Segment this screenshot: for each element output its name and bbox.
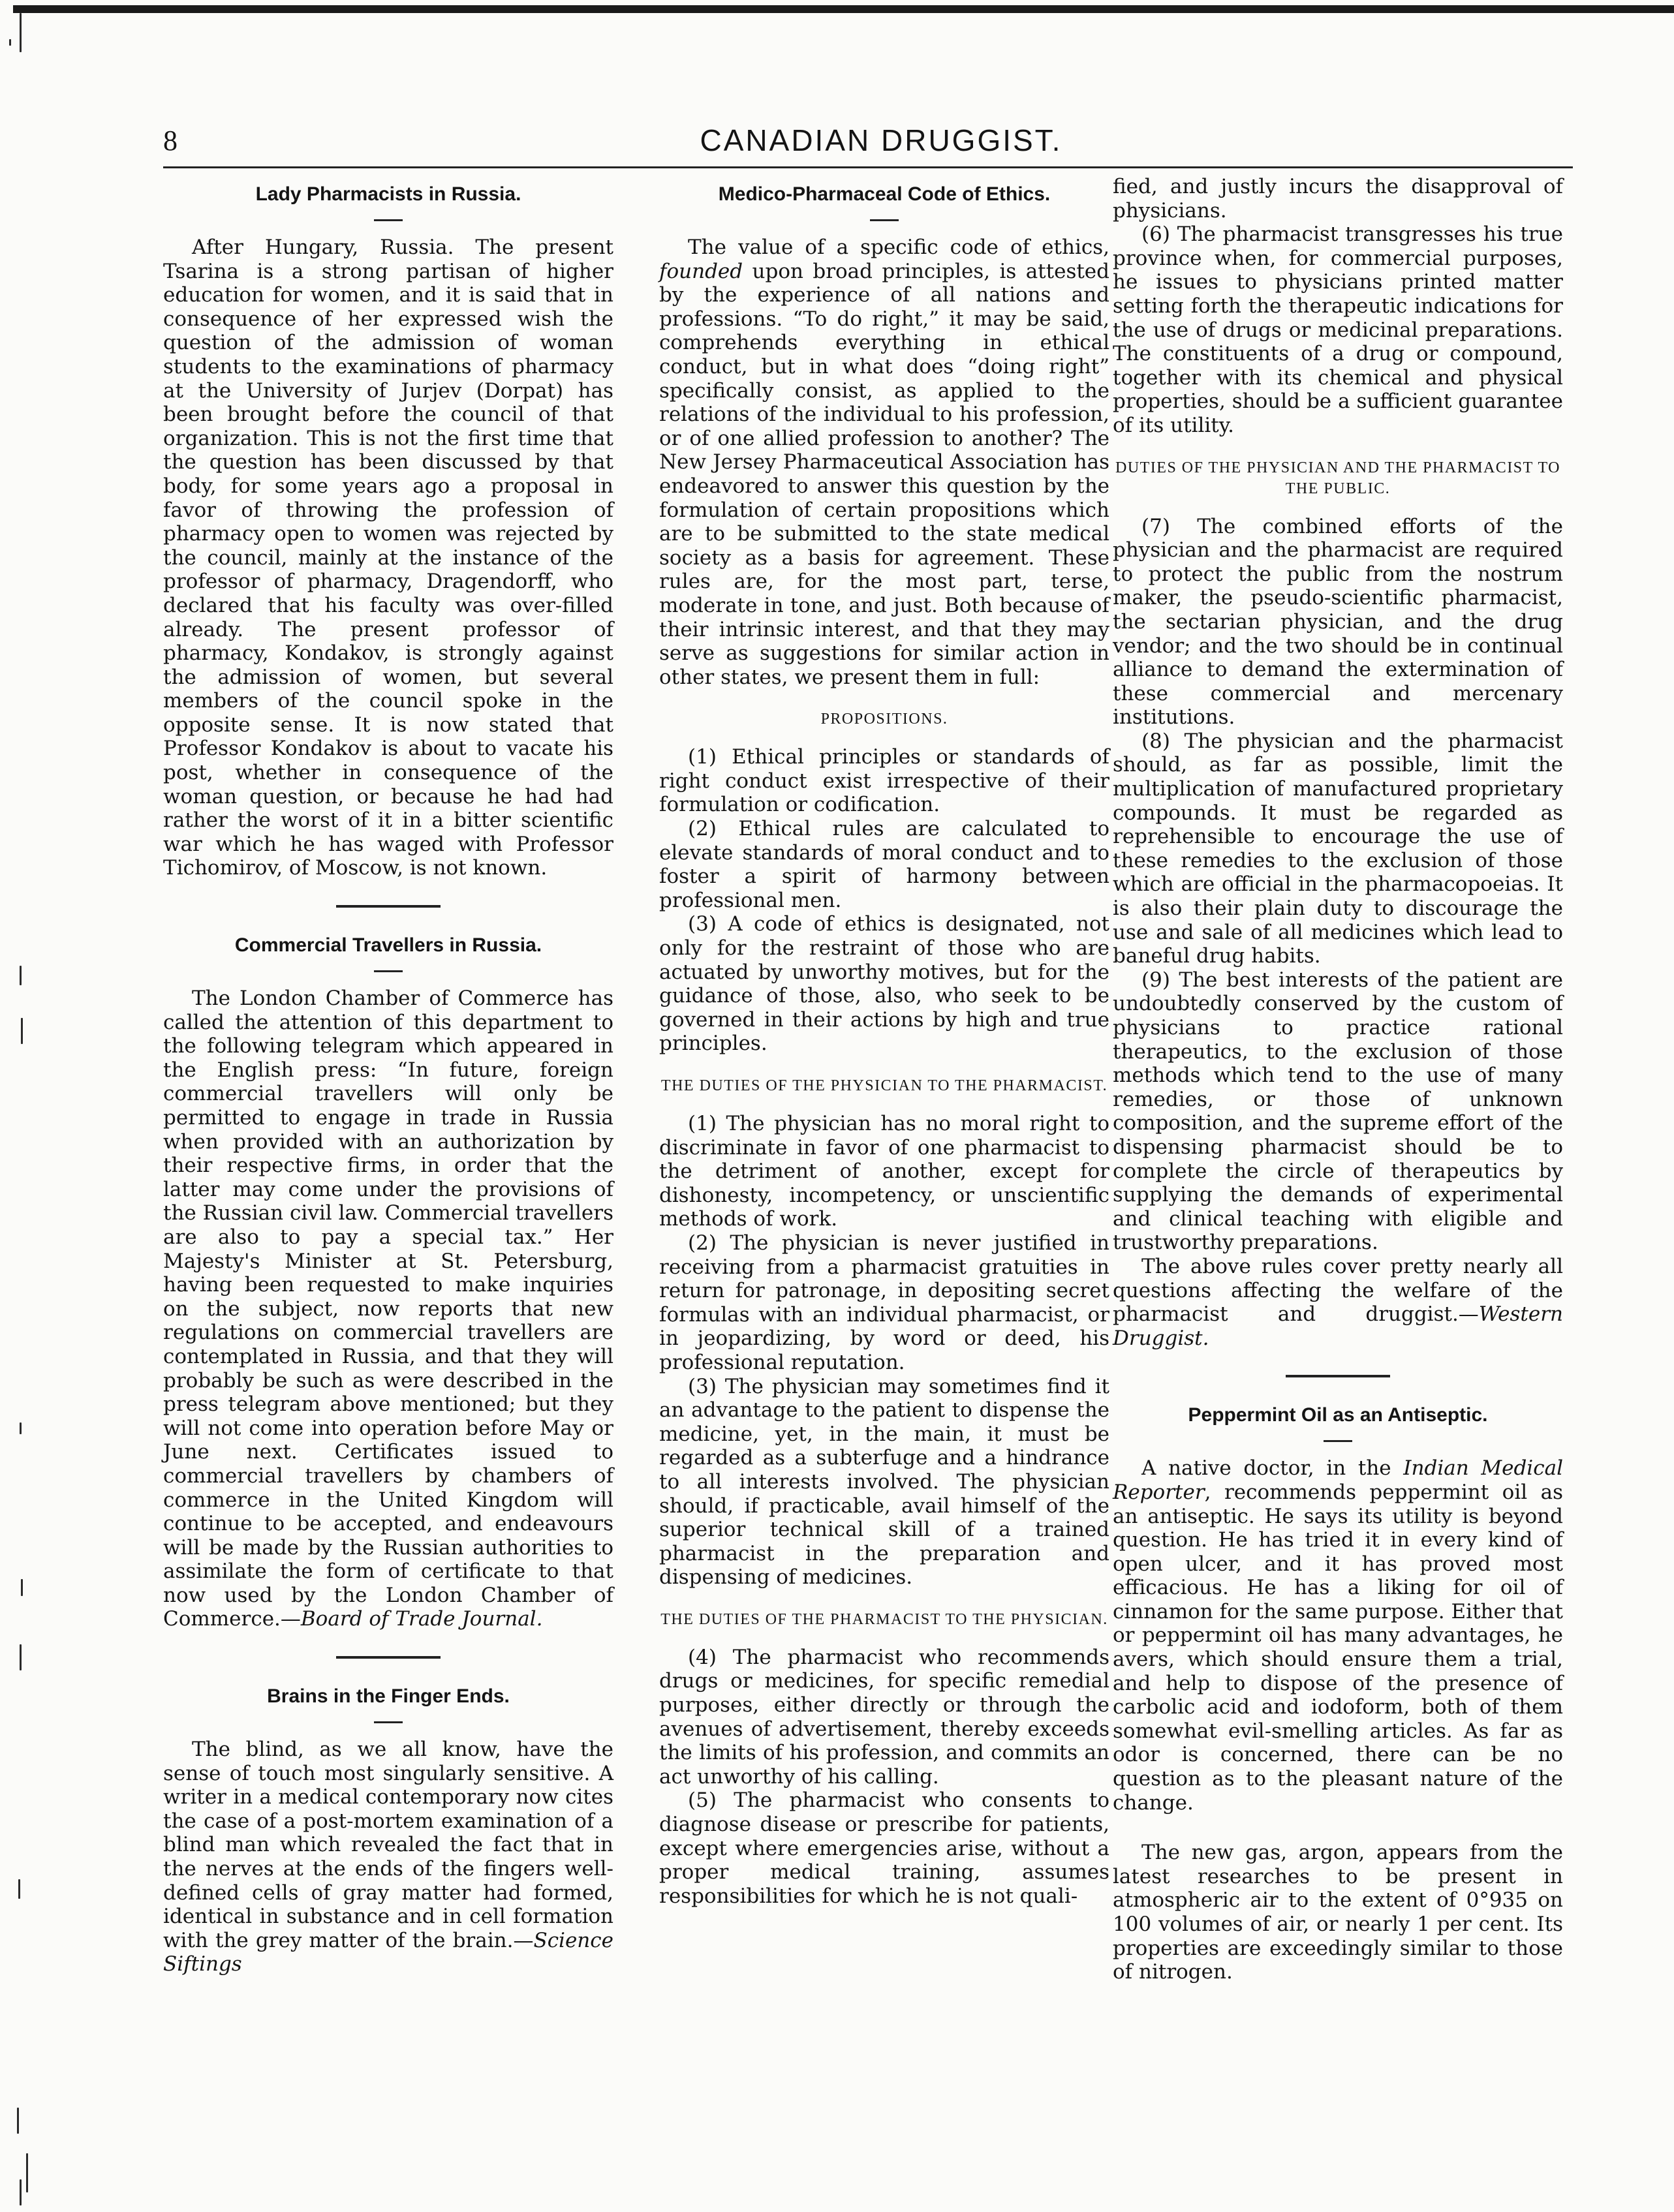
proposition: (4) The pharmacist who recommends drugs or medicines, for specific remedial purposes, either directly or through the avenues of advertisement, thereby exceeds the limits of his profession, and commits an act unworthy of his calling. bbox=[659, 1645, 1109, 1789]
proposition: (3) The physician may sometimes find it an advantage to the patient to dispense the medicine, yet, in the main, it must be regarded as a subterfuge and a hindrance to all interests involved. The physician should, if practicable, avail himself of the superior technical skill of a trained pharmacist in the preparation and dispensing of medicines. bbox=[659, 1374, 1109, 1590]
running-title: CANADIAN DRUGGIST. bbox=[700, 123, 1062, 157]
paragraph: The blind, as we all know, have the sense of touch most singularly sensitive. A writer in a medical contemporary now cites the case of a post-mortem examination of a blind man which revealed the fact that in the nerves at the ends of the fingers well-defined cells of gray matter had formed, identical in substance and in cell formation with the grey matter of the brain.—Science Siftings bbox=[163, 1738, 613, 1976]
paragraph-gap bbox=[1113, 1815, 1563, 1841]
paragraph: The new gas, argon, appears from the latest researches to be present in atmospheric air to the extent of 0°935 on 100 volumes of air, or nearly 1 per cent. Its properties are exceedingly similar to those of nitrogen. bbox=[1113, 1841, 1563, 1984]
proposition: (6) The pharmacist transgresses his true province when, for commercial purposes, he issues to physicians printed matter setting forth the therapeutic indications for the use of drugs or medicinal preparations. The constituents of a drug or compound, together with its chemical and physical properties, should be a sufficient guarantee of its utility. bbox=[1113, 223, 1563, 437]
source-citation: Western Druggist. bbox=[1113, 1302, 1563, 1350]
paragraph: The above rules cover pretty nearly all questions affecting the welfare of the pharmacist and druggist.—Western Druggist. bbox=[1113, 1254, 1563, 1350]
section-heading: PROPOSITIONS. bbox=[820, 711, 948, 728]
article-title-lady-pharmacists: Lady Pharmacists in Russia. bbox=[255, 183, 521, 205]
scan-edge-marks bbox=[0, 0, 46, 2212]
column-3 bbox=[1113, 175, 1563, 1984]
article-title-code-of-ethics: Medico-Pharmaceal Code of Ethics. bbox=[718, 183, 1051, 205]
header-rule bbox=[163, 166, 1573, 168]
column-2 bbox=[659, 175, 1109, 1908]
article-title-peppermint-oil: Peppermint Oil as an Antiseptic. bbox=[1188, 1404, 1488, 1426]
source-citation: Science Siftings bbox=[163, 1928, 613, 1976]
paragraph-continued: fied, and justly incurs the disapproval of physicians. bbox=[1113, 175, 1563, 223]
paragraph: The value of a specific code of ethics, founded upon broad principles, is attested by the experience of all nations and professions. “To do right,” it may be said, comprehends everything in ethical conduct, but in what does “doing right” specifically consist, as applied to the relations of the individual to his profession, or of one allied profession to another? The New Jersey Pharmaceutical Association has endeavored to answer this question by the formulation of certain propositions which are to be submitted to the state medical society as a basis for agreement. These rules are, for the most part, terse, moderate in tone, and just. Both because of their intrinsic interest, and that they may serve as suggestions for similar action in other states, we present them in full: bbox=[659, 236, 1109, 689]
scan-top-edge-bar bbox=[13, 5, 1674, 13]
section-heading: THE DUTIES OF THE PHYSICIAN TO THE PHARMACIST. bbox=[660, 1077, 1108, 1094]
paragraph: The London Chamber of Commerce has called the attention of this department to the following telegram which appeared in the English press: “In future, foreign commercial travellers will only be permitted to engage in trade in Russia when provided with an authorization by their respective firms, in order that the latter may come under the provisions of the Russian civil law. Commercial travellers are also to pay a special tax.” Her Majesty's Minister at St. Petersburg, having been requested to make inquiries on the subject, now reports that new regulations on commercial travellers are contemplated in Russia, and that they will probably be such as were described in the press telegram above mentioned; but they will not come into operation before May or June next. Certificates issued to commercial travellers by chambers of commerce in the United Kingdom will continue to be accepted, and endeavours will be made by the Russian authorities to assimilate the form of certificate to that now used by the London Chamber of Commerce.—Board of Trade Journal. bbox=[163, 987, 613, 1631]
article-separator bbox=[336, 905, 441, 908]
paragraph: A native doctor, in the Indian Medical Reporter, recommends peppermint oil as an antiseptic. He says its utility is beyond question. He has tried it in every kind of open ulcer, and it has proved most efficacious. He has a liking for oil of cinnamon for the same purpose. Either that or peppermint oil has many advantages, he avers, which should ensure them a trial, and help to dispose of the presence of carbolic acid and iodoform, both of them somewhat evil-smelling articles. As far as odor is concerned, there can be no question as to the pleasant nature of the change. bbox=[1113, 1456, 1563, 1815]
proposition: (7) The combined efforts of the physician and the pharmacist are required to protect the public from the nostrum maker, the pseudo-scientific pharmacist, the sectarian physician, and the drug vendor; and the two should be in continual alliance to demand the extermination of these commercial and mercenary institutions. bbox=[1113, 514, 1563, 730]
article-title-commercial-travellers: Commercial Travellers in Russia. bbox=[234, 934, 542, 957]
section-heading: DUTIES OF THE PHYSICIAN AND THE PHARMACIST TO THE PUBLIC. bbox=[1115, 459, 1561, 497]
column-1 bbox=[163, 175, 613, 1976]
article-separator bbox=[1286, 1375, 1390, 1377]
proposition: (3) A code of ethics is designated, not only for the restraint of those who are actuated by unworthy motives, but for the guidance of those, also, who seek to be governed in their actions by high and true principles. bbox=[659, 912, 1109, 1056]
source-citation: Board of Trade Journal. bbox=[300, 1607, 543, 1631]
title-dash bbox=[1324, 1440, 1352, 1442]
proposition: (2) The physician is never justified in receiving from a pharmacist gratuities in return for patronage, in depositing secret formulas with an individual pharmacist, or in jeopardizing, by word or deed, his professional reputation. bbox=[659, 1231, 1109, 1374]
section-heading: THE DUTIES OF THE PHARMACIST TO THE PHYSICIAN. bbox=[660, 1610, 1108, 1628]
title-dash bbox=[870, 219, 899, 221]
proposition: (1) The physician has no moral right to discriminate in favor of one pharmacist to the detriment of another, except for dishonesty, incompetency, or unscientific methods of work. bbox=[659, 1112, 1109, 1231]
proposition: (1) Ethical principles or standards of right conduct exist irrespective of their formulation or codification. bbox=[659, 745, 1109, 817]
title-dash bbox=[374, 219, 403, 221]
title-dash bbox=[374, 1721, 403, 1723]
proposition: (8) The physician and the pharmacist should, as far as possible, limit the multiplication of manufactured proprietary compounds. It must be regarded as reprehensible to encourage the use of these remedies to the exclusion of those which are official in the pharmacopoeias. It is also their plain duty to discourage the use and sale of all medicines which lead to baneful drug habits. bbox=[1113, 729, 1563, 968]
title-dash bbox=[374, 970, 403, 972]
paragraph: After Hungary, Russia. The present Tsarina is a strong partisan of higher education for women, and it is said that in consequence of her expressed wish the question of the admission of woman students to the examinations of pharmacy at the University of Jurjev (Dorpat) has been brought before the council of that organization. This is not the first time that the question has been discussed by that body, for some years ago a proposal in favor of throwing the profession of pharmacy open to women was rejected by the council, mainly at the instance of the professor of pharmacy, Dragendorff, who declared that his faculty was over-filled already. The present professor of pharmacy, Kondakov, is strongly against the admission of women, but several members of the council spoke in the opposite sense. It is now stated that Professor Kondakov is about to vacate his post, whether in consequence of the woman question, or because he had had rather the worst of it in a bitter scientific war which he has waged with Professor Tichomirov, of Moscow, is not known. bbox=[163, 236, 613, 880]
proposition: (5) The pharmacist who consents to diagnose disease or prescribe for patients, except where emergencies arise, without a proper medical training, assumes responsibilities for which he is not quali- bbox=[659, 1789, 1109, 1908]
article-title-brains-finger-ends: Brains in the Finger Ends. bbox=[267, 1685, 510, 1708]
page-number: 8 bbox=[163, 125, 178, 157]
article-separator bbox=[336, 1656, 441, 1659]
proposition: (2) Ethical rules are calculated to elevate standards of moral conduct and to foster a spirit of harmony between professional men. bbox=[659, 817, 1109, 912]
proposition: (9) The best interests of the patient are undoubtedly conserved by the custom of physicians to practice rational therapeutics, to the exclusion of those methods which tend to the use of many remedies, or those of unknown composition, and the supreme effort of the dispensing pharmacist should be to complete the circle of therapeutics by supplying the demands of experimental and clinical teaching with eligible and trustworthy preparations. bbox=[1113, 968, 1563, 1255]
